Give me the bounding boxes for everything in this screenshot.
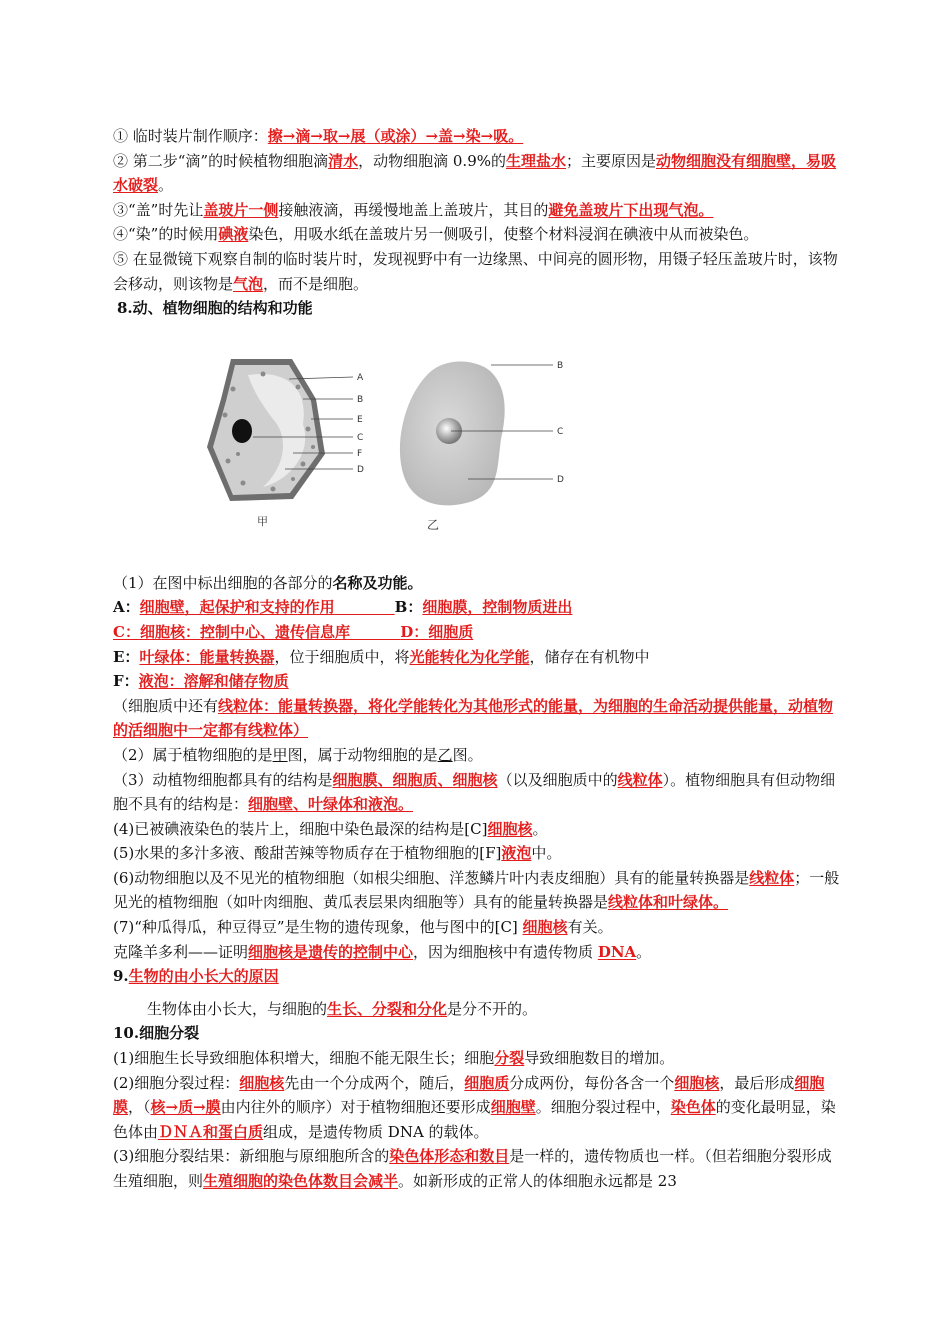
answer: DNA — [597, 942, 637, 961]
answer: 生长、分裂和分化 — [327, 999, 448, 1018]
bubble-line: ⑤ 在显微镜下观察自制的临时装片时，发现视野中有一边缘黑、中间亮的圆形物，用镊子轻压盖玻片时，该物会移动，则该物是气泡，而不是细胞。 — [113, 249, 838, 293]
answer-C-D: C：细胞核：控制中心、遗传信息库 D：细胞质 — [113, 622, 474, 641]
stain-step-line: ④“染”的时候用碘液染色，用吸水纸在盖玻片另一侧吸引，使整个材料浸润在碘液中从而被染色。 — [113, 225, 759, 244]
drop-step-line: ② 第二步“滴”的时候植物细胞滴清水，动物细胞滴 0.9%的生理盐水；主要原因是动物细胞没有细胞壁，易吸水破裂。 — [113, 151, 837, 195]
clone-line: 克隆羊多利——证明细胞核是遗传的控制中心，因为细胞核中有遗传物质 DNA。 — [113, 942, 652, 961]
answer-F: F：液泡：溶解和储存物质 — [113, 672, 289, 691]
question-3: （3）动植物细胞都具有的结构是细胞膜、细胞质、细胞核（以及细胞质中的线粒体）。植物细胞具有但动物细胞不具有的结构是：细胞壁、叶绿体和液泡。 — [113, 770, 836, 814]
question-2: （2）属于植物细胞的是甲图，属于动物细胞的是乙图。 — [113, 745, 483, 764]
answer: 叶绿体：能量转换器 — [139, 647, 275, 666]
section-9-heading: 9.生物的由小长大的原因 — [113, 967, 279, 986]
caption-yi: 乙 — [427, 517, 440, 532]
label-D: D — [357, 464, 364, 475]
document-page — [113, 124, 843, 1194]
answer: 液泡 — [501, 844, 532, 863]
answer: 细胞质 — [464, 1073, 510, 1092]
caption-jia: 甲 — [257, 514, 268, 528]
answer: 清水 — [328, 151, 359, 170]
answer: 分裂 — [494, 1049, 525, 1068]
answer: 核→质→膜 — [150, 1098, 221, 1117]
answer: 细胞膜，控制物质进出 — [422, 598, 573, 617]
label-E: E — [357, 414, 363, 425]
division-p1: (1)细胞生长导致细胞体积增大，细胞不能无限生长；细胞分裂导致细胞数目的增加。 — [113, 1049, 675, 1068]
answer: 线粒体 — [617, 770, 663, 789]
question-5: (5)水果的多汁多液、酸甜苦辣等物质存在于植物细胞的[F]液泡中。 — [113, 844, 562, 863]
answer: 细胞核：控制中心、遗传信息库 — [139, 622, 350, 641]
answer: 细胞壁，起保护和支持的作用 — [139, 598, 335, 617]
label-animal-D: D — [557, 474, 564, 485]
answer: 生物的由小长大的原因 — [128, 967, 279, 986]
label-A: A — [357, 372, 364, 383]
answer: 细胞核 — [522, 918, 568, 937]
answer: 避免盖玻片下出现气泡。 — [548, 200, 714, 219]
answer: 动物细胞没有细胞壁，易吸水破裂 — [113, 151, 837, 195]
answer: 液泡：溶解和储存物质 — [138, 672, 289, 691]
answer: 染色体 — [670, 1098, 716, 1117]
answer: 细胞壁 — [490, 1098, 536, 1117]
cell-diagram — [113, 329, 843, 565]
answer: ＤＮＡ和蛋白质 — [158, 1122, 264, 1141]
answer: 细胞核 — [487, 819, 533, 838]
answer: 细胞膜 — [113, 1073, 825, 1117]
step-order-line: ① 临时装片制作顺序：擦→滴→取→展（或涂）→盖→染→吸。 — [113, 127, 524, 145]
answer: 细胞膜、细胞质、细胞核 — [332, 770, 498, 789]
answer: 擦→滴→取→展（或涂）→盖→染→吸。 — [267, 127, 524, 145]
section-10-heading: 10.细胞分裂 — [113, 1024, 200, 1043]
answer: 碘液 — [218, 225, 249, 244]
label-animal-B: B — [557, 360, 564, 371]
animal-cell-image — [400, 361, 564, 532]
label-F: F — [357, 448, 363, 459]
section-8-heading: 8.动、植物细胞的结构和功能 — [117, 299, 313, 318]
answer: 光能转化为化学能 — [409, 647, 530, 666]
answer-A-B: A：细胞壁，起保护和支持的作用 B：细胞膜，控制物质进出 — [113, 598, 573, 617]
label-animal-C: C — [557, 426, 564, 437]
answer: 生殖细胞的染色体数目会减半 — [203, 1172, 399, 1190]
question-7: (7)“种瓜得瓜，种豆得豆”是生物的遗传现象，他与图中的[C] 细胞核有关。 — [113, 918, 613, 937]
division-p2: (2)细胞分裂过程：细胞核先由一个分成两个，随后，细胞质分成两份，每份各含一个细胞核，最后形成细胞膜，（核→质→膜由内往外的顺序）对于植物细胞还要形成细胞壁。细胞分裂过程中，染色体的变化最明显，染色体由ＤＮＡ和蛋白质组成，是遗传物质 DNA 的载体。 — [113, 1073, 836, 1141]
division-p3: (3)细胞分裂结果：新细胞与原细胞所含的染色体形态和数目是一样的，遗传物质也一样。（但若细胞分裂形成生殖细胞，则生殖细胞的染色体数目会减半。如新形成的正常人的体细胞永远都是 23 — [113, 1147, 832, 1190]
answer: 盖玻片一侧 — [203, 200, 279, 219]
answer: 线粒体和叶绿体。 — [608, 893, 729, 912]
cover-step-line: ③“盖”时先让盖玻片一侧接触液滴，再缓慢地盖上盖玻片，其目的避免盖玻片下出现气泡。 — [113, 200, 714, 219]
answer: 气泡 — [233, 274, 264, 293]
question-6: (6)动物细胞以及不见光的植物细胞（如根尖细胞、洋葱鳞片叶内表皮细胞）具有的能量转换器是线粒体；一般见光的植物细胞（如叶肉细胞、黄瓜表层果肉细胞等）具有的能量转换器是线粒体和叶绿体。 — [113, 868, 840, 912]
answer: 生理盐水 — [506, 151, 567, 170]
mitochondria-note: （细胞质中还有线粒体：能量转换器，将化学能转化为其他形式的能量，为细胞的生命活动提供能量，动植物的活细胞中一定都有线粒体） — [113, 696, 834, 740]
answer: 细胞核 — [239, 1073, 285, 1092]
answer: 细胞核 — [674, 1073, 720, 1092]
answer: 细胞质 — [428, 622, 474, 641]
answer: 线粒体 — [749, 868, 795, 887]
cell-figure — [113, 329, 843, 565]
growth-line: 生物体由小长大，与细胞的生长、分裂和分化是分不开的。 — [147, 999, 538, 1018]
answer: 染色体形态和数目 — [389, 1147, 510, 1166]
answer: 细胞壁、叶绿体和液泡。 — [248, 795, 414, 814]
question-1: （1）在图中标出细胞的各部分的名称及功能。 — [113, 573, 423, 592]
label-B: B — [357, 394, 364, 405]
answer-E: E：叶绿体：能量转换器，位于细胞质中，将光能转化为化学能，储存在有机物中 — [113, 647, 650, 666]
label-C: C — [357, 432, 364, 443]
answer: 细胞核是遗传的控制中心 — [248, 942, 414, 961]
plant-cell-image — [207, 359, 364, 528]
answer: 线粒体：能量转换器，将化学能转化为其他形式的能量，为细胞的生命活动提供能量，动植物的活细胞中一定都有线粒体） — [113, 696, 834, 740]
question-4: (4)已被碘液染色的装片上，细胞中染色最深的结构是[C]细胞核。 — [113, 819, 548, 838]
